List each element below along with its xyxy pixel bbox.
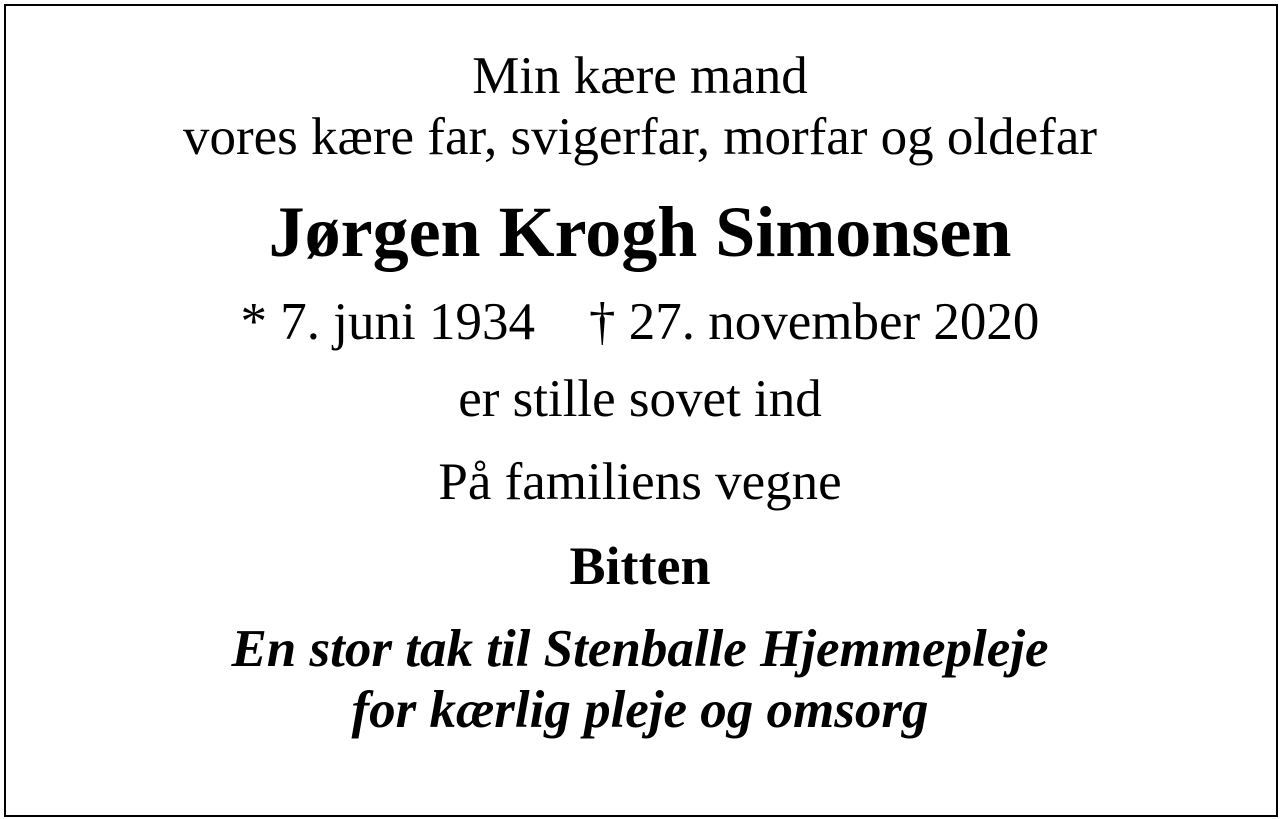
- signature: Bitten: [569, 536, 711, 596]
- on-behalf-line: På familiens vegne: [438, 453, 842, 511]
- intro-line-2: vores kære far, svigerfar, morfar og oldefar: [182, 108, 1098, 166]
- dates-line: [0, 292, 1280, 353]
- death-date: † 27. november 2020: [589, 293, 1040, 351]
- thanks-line-1: En stor tak til Stenballe Hjemmepleje: [231, 620, 1049, 678]
- thanks-block: [0, 619, 1280, 741]
- intro-line-1: Min kære mand: [472, 47, 808, 105]
- birth-date: * 7. juni 1934: [240, 293, 535, 351]
- thanks-line-2: for kærlig pleje og omsorg: [351, 681, 929, 739]
- deceased-name: Jørgen Krogh Simonsen: [268, 192, 1012, 272]
- passing-message: er stille sovet ind: [458, 370, 822, 428]
